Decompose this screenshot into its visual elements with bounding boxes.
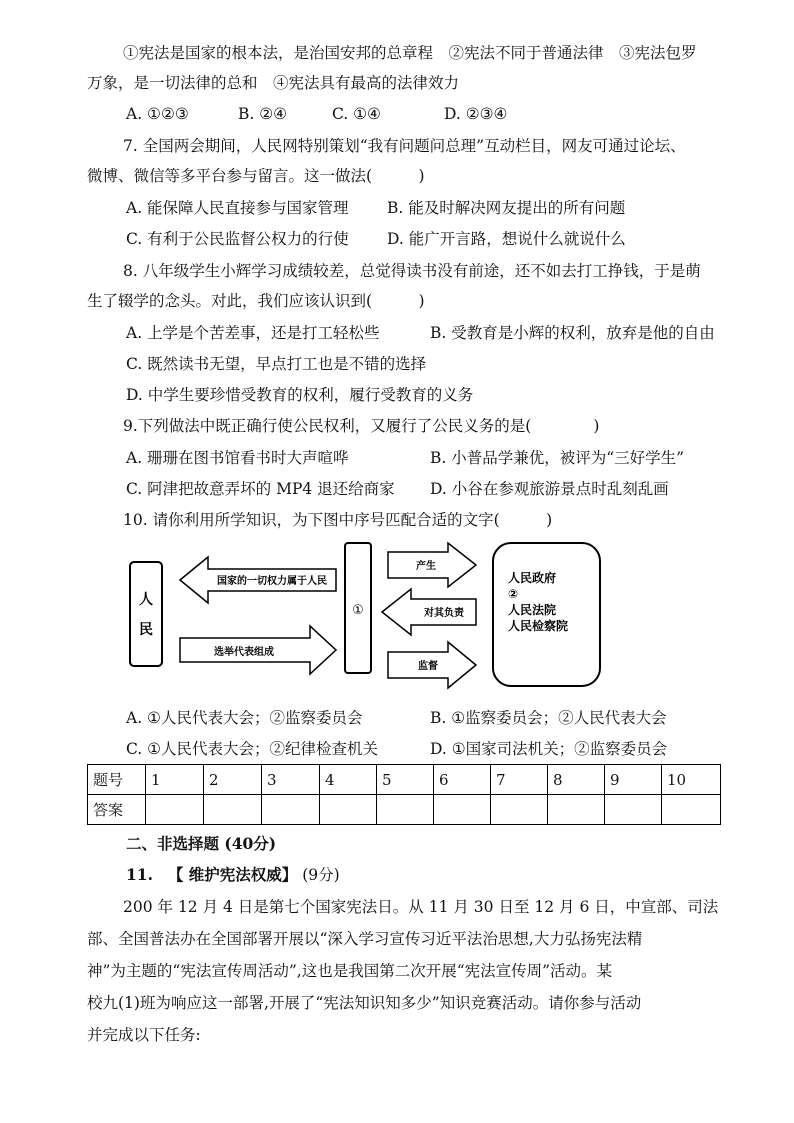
- q8-line1: 8. 八年级学生小辉学习成绩较差，总觉得读书没有前途，还不如去打工挣钱，于是萌: [123, 262, 701, 280]
- q7-option-b: B. 能及时解决网友提出的所有问题: [387, 199, 626, 217]
- q11-para-line1: 200 年 12 月 4 日是第七个国家宪法日。从 11 月 30 日至 12 月 6 日，中宣部、司法: [123, 898, 719, 916]
- q6-option-c: C. ①④: [332, 105, 381, 123]
- q10-option-a: A. ①人民代表大会；②监察委员会: [126, 709, 363, 727]
- answer-cell[interactable]: [491, 795, 548, 825]
- people-char-2: 民: [139, 622, 153, 638]
- q9-option-c: C. 阿津把故意弄坏的 MP4 退还给商家: [126, 480, 395, 498]
- q8-option-b: B. 受教育是小辉的权利，放弃是他的自由: [430, 324, 715, 342]
- q8-option-d: D. 中学生要珍惜受教育的权利，履行受教育的义务: [126, 386, 474, 404]
- answer-cell[interactable]: [662, 795, 721, 825]
- q10-line1: 10. 请你利用所学知识，为下图中序号匹配合适的文字( ): [123, 511, 553, 529]
- q10-option-b: B. ①监察委员会；②人民代表大会: [430, 709, 667, 727]
- section-2-title: 二、非选择题 (40分): [126, 834, 277, 853]
- table-cell-number: 10: [662, 765, 721, 795]
- q11-para-line4: 校九(1)班为响应这一部署,开展了“宪法知识知多少”知识竞赛活动。请你参与活动: [87, 994, 642, 1012]
- table-cell-number: 5: [377, 765, 434, 795]
- q11-para-line5: 并完成以下任务:: [87, 1026, 201, 1044]
- arrow-elect-label: 选举代表组成: [214, 647, 274, 658]
- answer-cell[interactable]: [204, 795, 262, 825]
- answer-cell[interactable]: [320, 795, 377, 825]
- table-cell-number: 7: [491, 765, 548, 795]
- table-header-number: 题号: [88, 765, 146, 795]
- answer-cell[interactable]: [548, 795, 605, 825]
- org-procuratorate: 人民检察院: [508, 619, 569, 633]
- q9-option-a: A. 珊珊在图书馆看书时大声喧哗: [126, 449, 349, 467]
- org-blank-2: ②: [508, 587, 519, 601]
- q6-option-d: D. ②③④: [444, 105, 508, 123]
- people-char-1: 人: [139, 592, 153, 608]
- q6-line1: ①宪法是国家的根本法，是治国安邦的总章程 ②宪法不同于普通法律 ③宪法包罗: [123, 44, 697, 62]
- answer-cell[interactable]: [434, 795, 491, 825]
- table-cell-number: 2: [204, 765, 262, 795]
- q7-option-a: A. 能保障人民直接参与国家管理: [126, 199, 349, 217]
- table-cell-number: 3: [262, 765, 320, 795]
- q10-option-d: D. ①国家司法机关；②监察委员会: [430, 740, 668, 758]
- answer-cell[interactable]: [605, 795, 662, 825]
- arrow-produce-label: 产生: [416, 561, 436, 572]
- q7-option-c: C. 有利于公民监督公权力的行使: [126, 230, 349, 248]
- table-row-numbers: [88, 765, 721, 795]
- power-structure-diagram: [126, 540, 606, 690]
- q11-heading: [126, 865, 340, 885]
- q7-line2: 微博、微信等多平台参与留言。这一做法( ): [87, 167, 425, 185]
- q7-line1: 7. 全国两会期间，人民网特别策划“我有问题问总理”互动栏目，网友可通过论坛、: [123, 137, 686, 155]
- q9-option-d: D. 小谷在参观旅游景点时乱刻乱画: [430, 480, 669, 498]
- table-cell-number: 8: [548, 765, 605, 795]
- answer-cell[interactable]: [146, 795, 204, 825]
- people-box: [130, 562, 162, 666]
- q7-option-d: D. 能广开言路，想说什么就说什么: [387, 230, 626, 248]
- arrow-supervise-label: 监督: [418, 661, 438, 672]
- q11-para-line2: 部、全国普法办在全国部署开展以“深入学习宣传习近平法治思想,大力弘扬宪法精: [87, 930, 643, 948]
- table-cell-number: 9: [605, 765, 662, 795]
- table-header-answer: 答案: [88, 795, 146, 825]
- center-box-label: ①: [352, 603, 364, 618]
- q10-option-c: C. ①人民代表大会；②纪律检查机关: [126, 740, 379, 758]
- q11-para-line3: 神”为主题的“宪法宣传周活动”,这也是我国第二次开展“宪法宣传周”活动。某: [87, 962, 613, 980]
- q6-option-b: B. ②④: [238, 105, 288, 123]
- q8-option-c: C. 既然读书无望，早点打工也是不错的选择: [126, 355, 427, 373]
- q11-number: 11.: [126, 865, 153, 884]
- answer-cell[interactable]: [377, 795, 434, 825]
- q11-title: 【 维护宪法权威】: [167, 865, 298, 884]
- q9-line1: 9.下列做法中既正确行使公民权利，又履行了公民义务的是( ): [123, 417, 600, 435]
- table-cell-number: 4: [320, 765, 377, 795]
- answer-cell[interactable]: [262, 795, 320, 825]
- org-court: 人民法院: [508, 603, 557, 617]
- arrow-responsible-label: 对其负责: [424, 608, 464, 619]
- table-cell-number: 6: [434, 765, 491, 795]
- table-cell-number: 1: [146, 765, 204, 795]
- q8-line2: 生了辍学的念头。对此，我们应该认识到( ): [87, 292, 425, 310]
- q6-line2: 万象，是一切法律的总和 ④宪法具有最高的法律效力: [87, 74, 460, 92]
- q8-option-a: A. 上学是个苦差事，还是打工轻松些: [126, 324, 380, 342]
- org-government: 人民政府: [508, 571, 557, 585]
- table-row-answers: [88, 795, 721, 825]
- q9-option-b: B. 小普品学兼优，被评为“三好学生”: [430, 449, 685, 467]
- arrow-power-belongs-label: 国家的一切权力属于人民: [217, 576, 327, 587]
- q11-score: (9分): [302, 866, 340, 884]
- q6-option-a: A. ①②③: [126, 105, 189, 123]
- answer-table: [87, 764, 721, 825]
